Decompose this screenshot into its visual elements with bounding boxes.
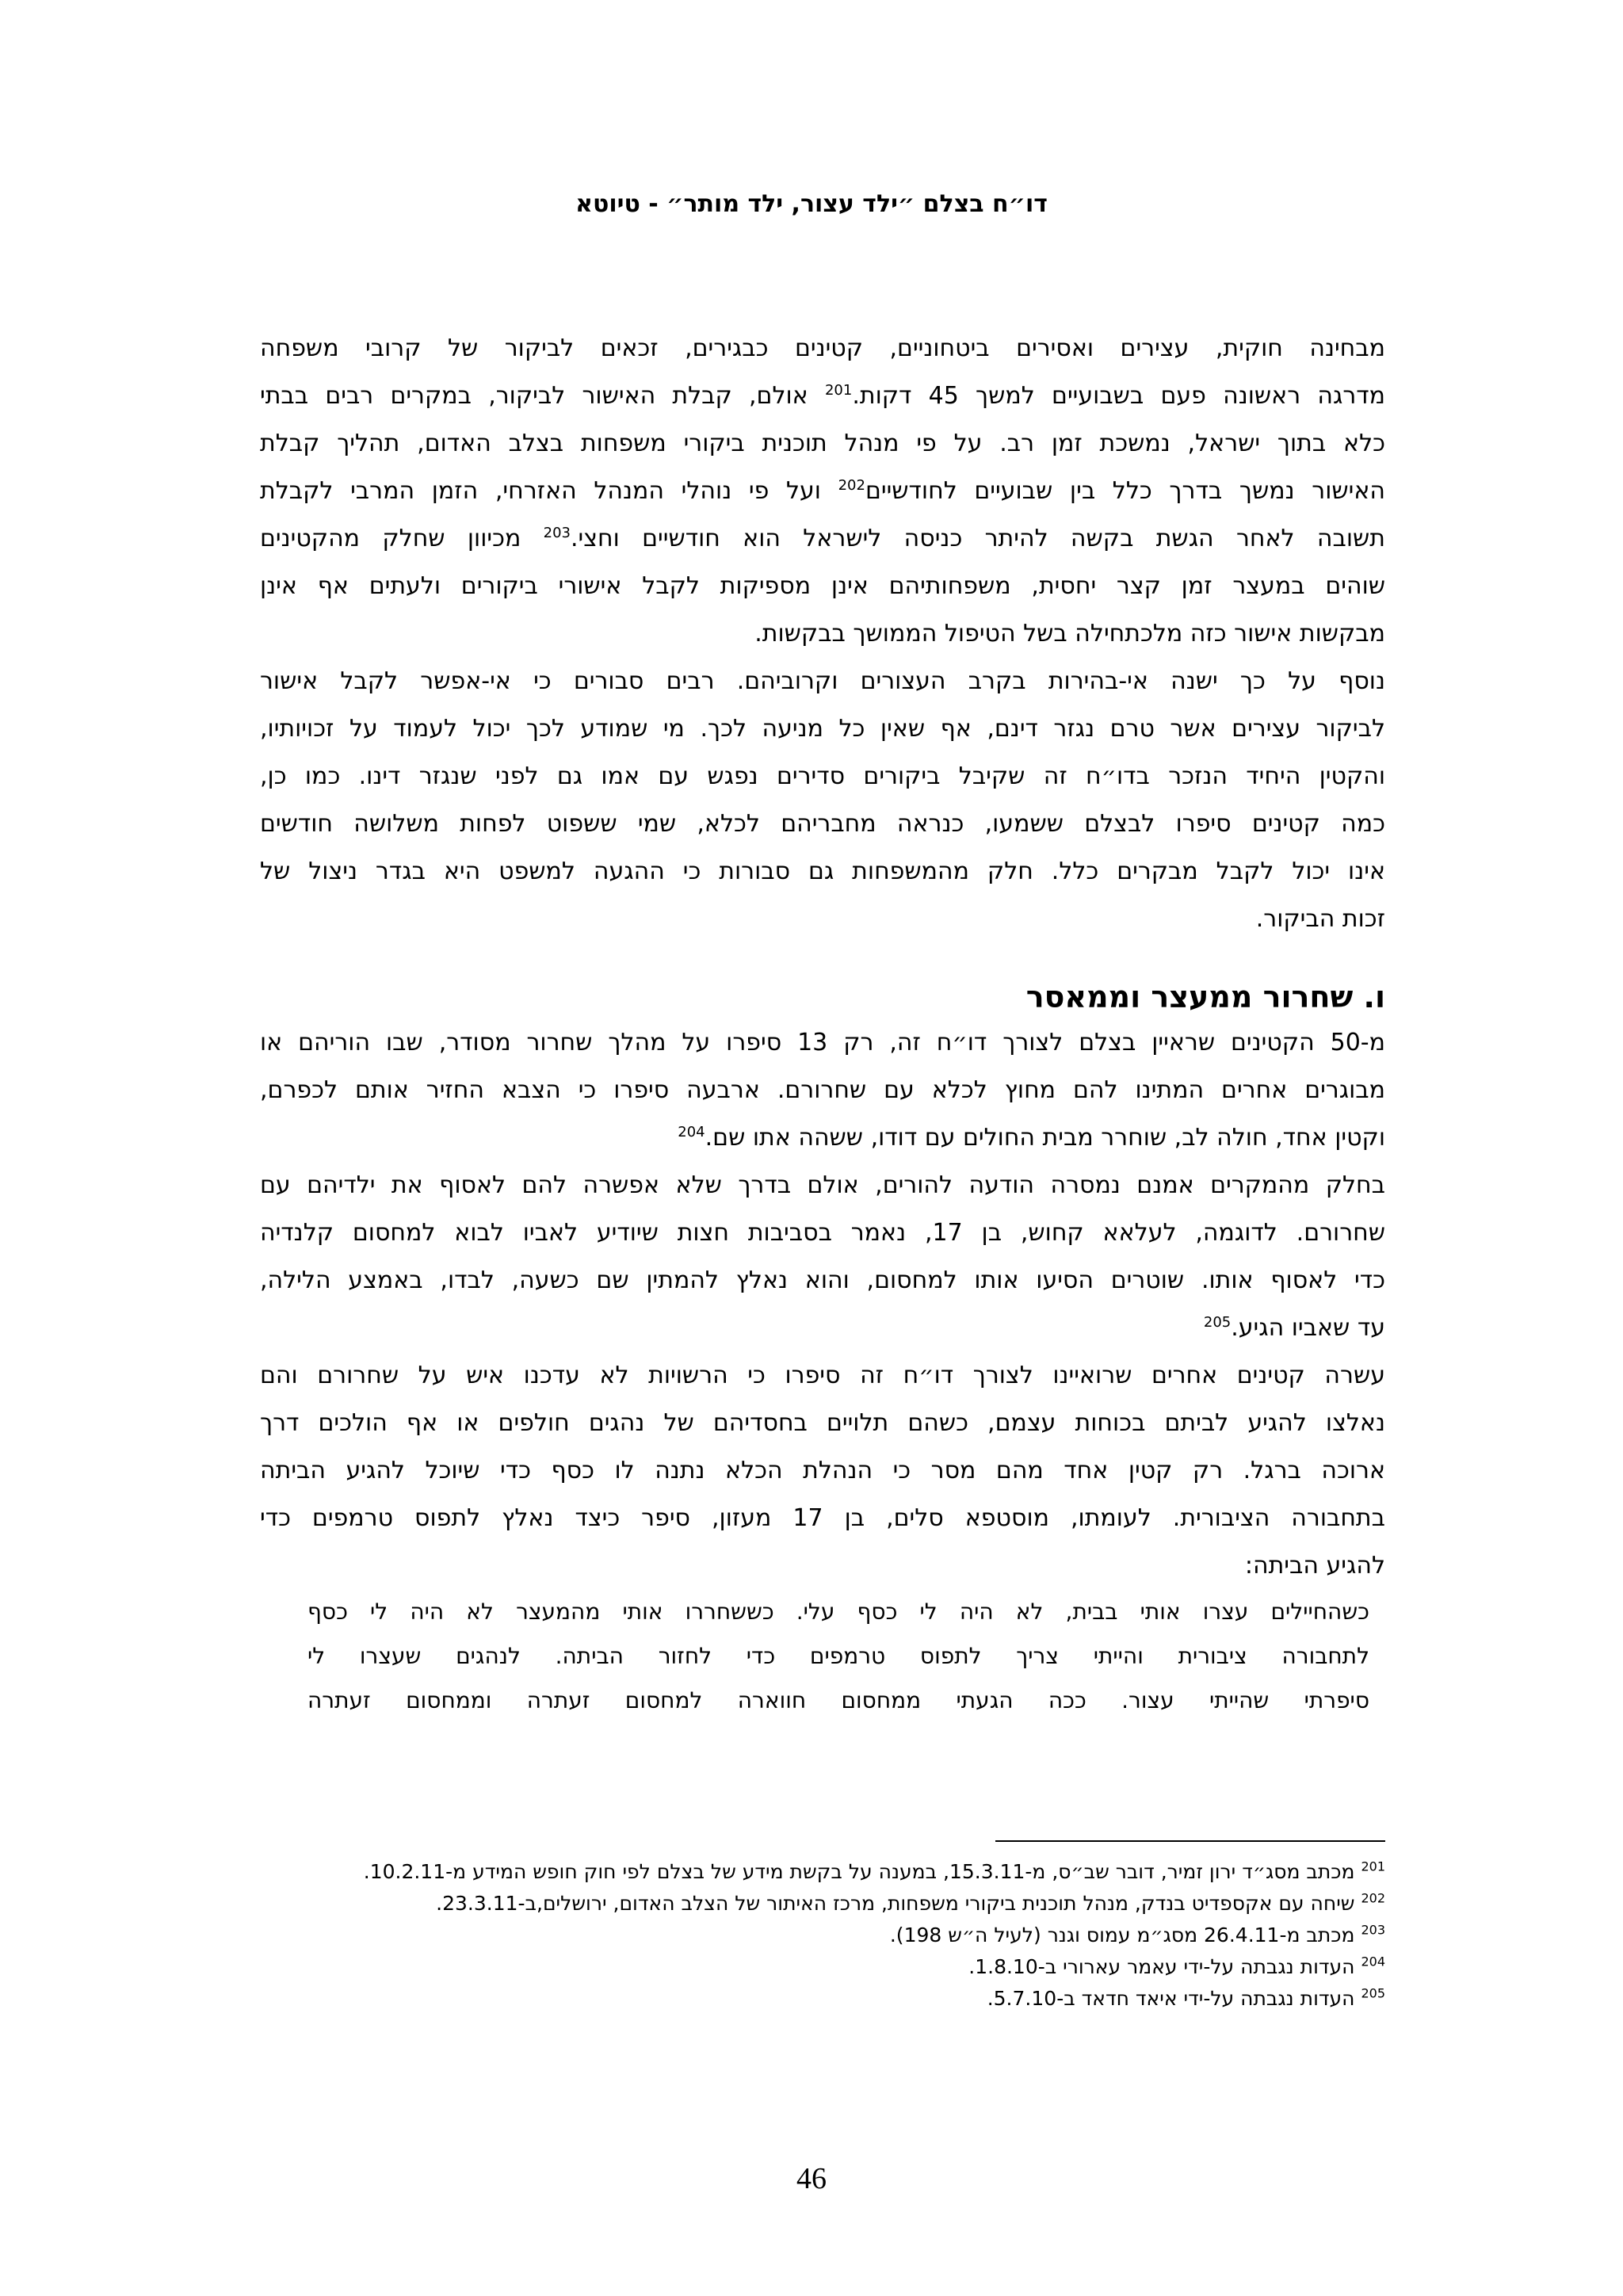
text-run: אולם, קבלת האישור לביקור, במקרים רבים בבתי xyxy=(260,382,825,410)
paragraph xyxy=(260,1019,1385,1162)
footnote-text: העדות נגבתה על-ידי עאמר עארורי ב-1.8.10. xyxy=(968,1955,1361,1978)
text-line xyxy=(260,515,1385,563)
text-line xyxy=(260,800,1385,848)
text-run: בתחבורה הציבורית. לעומתו, מוסטפא סלים, בן 17 מעזון, סיפר כיצד נאלץ לתפוס טרמפים כדי xyxy=(260,1504,1385,1532)
section-heading: ו. שחרור ממעצר וממאסר xyxy=(1025,980,1385,1014)
text-run: מבקשות אישור כזה מלכתחילה בשל הטיפול הממושך בבקשות. xyxy=(754,620,1385,648)
footnote-reference[interactable]: 201 xyxy=(824,382,853,399)
text-run: כדי לאסוף אותו. שוטרים הסיעו אותו למחסום, והוא נאלץ להמתין שם כשעה, לבדו, באמצע הלילה, xyxy=(260,1266,1385,1294)
text-run: נאלצו להגיע לביתם בכוחות עצמם, כשהם תלויים בחסדיהם של נהגים חולפים או אף הולכים דרך xyxy=(260,1409,1385,1437)
footnote-reference[interactable]: 205 xyxy=(1203,1314,1232,1331)
text-run: מ-50 הקטינים שראיין בצלם לצורך דו״ח זה, רק 13 סיפרו על מהלך שחרור מסודר, שבו הוריהם או xyxy=(260,1029,1385,1056)
footnote-number: 203 xyxy=(1361,1922,1385,1938)
footnote-reference[interactable]: 204 xyxy=(678,1124,705,1140)
footnote-202 xyxy=(260,1888,1385,1920)
text-run: מדרגה ראשונה פעם בשבועיים למשך 45 דקות. xyxy=(852,382,1386,410)
text-line xyxy=(260,1067,1385,1114)
text-line xyxy=(260,325,1385,372)
text-line xyxy=(260,1209,1385,1257)
text-line xyxy=(260,1257,1385,1305)
text-line xyxy=(260,1542,1385,1590)
body-text xyxy=(260,325,1385,1723)
text-run: כמה קטינים סיפרו לבצלם ששמעו, כנראה מחבריהם לכלא, שמי ששפוט לפחות משלושה חודשים xyxy=(260,810,1385,838)
footnote-text: העדות נגבתה על-ידי איאד חדאד ב-5.7.10. xyxy=(987,1987,1361,2010)
text-line xyxy=(260,372,1385,420)
text-run: כשהחיילים עצרו אותי בבית, לא היה לי כסף עלי. כששחררו אותי מהמעצר לא היה לי כסף xyxy=(307,1599,1369,1625)
text-run: לתחבורה ציבורית והייתי צריך לתפוס טרמפים כדי לחזור הביתה. לנהגים שעצרו לי xyxy=(307,1643,1369,1669)
footnote-204 xyxy=(260,1951,1385,1983)
text-line xyxy=(260,1352,1385,1400)
paragraph xyxy=(260,658,1385,943)
footnote-201 xyxy=(260,1856,1385,1888)
text-run: סיפרתי שהייתי עצור. ככה הגעתי ממחסום חווארה למחסום זעתרה וממחסום זעתרה xyxy=(307,1687,1369,1713)
text-line xyxy=(260,1305,1385,1352)
text-line xyxy=(260,896,1385,943)
text-run: עד שאביו הגיע. xyxy=(1231,1314,1385,1342)
footnote-number: 204 xyxy=(1361,1954,1385,1969)
text-line xyxy=(260,1162,1385,1209)
text-run: לביקור עצירים אשר טרם נגזר דינם, אף שאין כל מניעה לכך. מי שמודע לכך יכול לעמוד על זכויותיו, xyxy=(260,715,1385,743)
text-line xyxy=(307,1634,1369,1679)
block-quote xyxy=(307,1590,1369,1723)
text-run: ועל פי נוהלי המנהל האזרחי, הזמן המרבי לקבלת xyxy=(260,477,838,505)
text-line xyxy=(260,658,1385,705)
footnote-number: 202 xyxy=(1361,1890,1385,1906)
text-run: בחלק מהמקרים אמנם נמסרה הודעה להורים, אולם בדרך שלא אפשרה להם לאסוף את ילדיהם עם xyxy=(260,1171,1385,1199)
footnote-separator xyxy=(995,1840,1385,1842)
text-line xyxy=(260,563,1385,610)
text-line xyxy=(260,753,1385,800)
footnote-text: מכתב מסג״ד ירון זמיר, דובר שב״ס, מ-15.3.11, במענה על בקשת מידע של בצלם לפי חוק חופש המידע מ-10.2.11. xyxy=(363,1860,1361,1883)
footnote-number: 205 xyxy=(1361,1985,1385,2001)
footnotes xyxy=(260,1856,1385,2015)
page-number: 46 xyxy=(796,2162,827,2195)
text-run: עשרה קטינים אחרים שרואיינו לצורך דו״ח זה סיפרו כי הרשויות לא עדכנו איש על שחרורם והם xyxy=(260,1362,1385,1389)
text-run: האישור נמשך בדרך כלל בין שבועיים לחודשיים xyxy=(865,477,1385,505)
footnote-reference[interactable]: 202 xyxy=(838,477,865,494)
footnote-number: 201 xyxy=(1361,1859,1385,1874)
text-run: וקטין אחד, חולה לב, שוחרר מבית החולים עם דודו, ששהה אתו שם. xyxy=(705,1124,1385,1152)
paragraph xyxy=(260,1162,1385,1352)
text-run: להגיע הביתה: xyxy=(1244,1552,1385,1580)
text-line xyxy=(260,1114,1385,1162)
text-line xyxy=(307,1679,1369,1723)
footnote-205 xyxy=(260,1983,1385,2015)
paragraph xyxy=(260,325,1385,658)
text-line xyxy=(260,1400,1385,1447)
text-run: תשובה לאחר הגשת בקשה להיתר כניסה לישראל הוא חודשיים וחצי. xyxy=(571,525,1385,552)
text-line xyxy=(260,705,1385,753)
text-line xyxy=(260,1019,1385,1067)
text-run: שוהים במעצר זמן קצר יחסית, משפחותיהם אינן מספיקות לקבל אישורי ביקורים ולעתים אף אינן xyxy=(260,572,1385,600)
text-line xyxy=(260,1495,1385,1542)
text-line xyxy=(260,468,1385,515)
text-line xyxy=(260,420,1385,468)
text-line xyxy=(260,848,1385,896)
text-run: מכיוון שחלק מהקטינים xyxy=(260,525,544,552)
footnote-text: שיחה עם אקספדיט בנדק, מנהל תוכנית ביקורי משפחות, מרכז האיתור של הצלב האדום, ירושלים,ב-23.3.11. xyxy=(436,1892,1361,1915)
paragraph xyxy=(260,1352,1385,1590)
text-run: שחרורם. לדוגמה, לעלאא קחוש, בן 17, נאמר בסביבות חצות שיודיע לאביו לבוא למחסום קלנדיה xyxy=(260,1219,1385,1247)
text-run: אינו יכול לקבל מבקרים כלל. חלק מהמשפחות גם סבורות כי ההגעה למשפט היא בגדר ניצול של xyxy=(260,858,1385,885)
text-line xyxy=(260,610,1385,658)
footnote-text: מכתב מ-26.4.11 מסג״מ עמוס וגנר (לעיל ה״ש 198). xyxy=(889,1924,1361,1946)
footnote-reference[interactable]: 203 xyxy=(543,525,571,541)
text-run: והקטין היחיד הנזכר בדו״ח זה שקיבל ביקורים סדירים נפגש עם אמו גם לפני שנגזר דינו. כמו כן, xyxy=(260,762,1385,790)
text-line xyxy=(307,1590,1369,1634)
text-run: ארוכה ברגל. רק קטין אחד מהם מסר כי הנהלת הכלא נתנה לו כסף כדי שיוכל להגיע הביתה xyxy=(260,1457,1385,1484)
text-line xyxy=(260,1447,1385,1495)
text-run: מבוגרים אחרים המתינו להם מחוץ לכלא עם שחרורם. ארבעה סיפרו כי הצבא החזיר אותם לכפרם, xyxy=(260,1076,1385,1104)
text-run: כלא בתוך ישראל, נמשכת זמן רב. על פי מנהל תוכנית ביקורי משפחות בצלב האדום, תהליך קבלת xyxy=(260,430,1385,457)
running-header: דו״ח בצלם ״ילד עצור, ילד מותר״ - טיוטא xyxy=(575,190,1048,218)
footnote-203 xyxy=(260,1920,1385,1951)
text-run: זכות הביקור. xyxy=(1255,905,1385,933)
text-run: נוסף על כך ישנה אי-בהירות בקרב העצורים וקרוביהם. רבים סבורים כי אי-אפשר לקבל אישור xyxy=(260,667,1385,695)
text-run: מבחינה חוקית, עצירים ואסירים ביטחוניים, קטינים כבגירים, זכאים לביקור של קרובי משפחה xyxy=(260,334,1385,362)
